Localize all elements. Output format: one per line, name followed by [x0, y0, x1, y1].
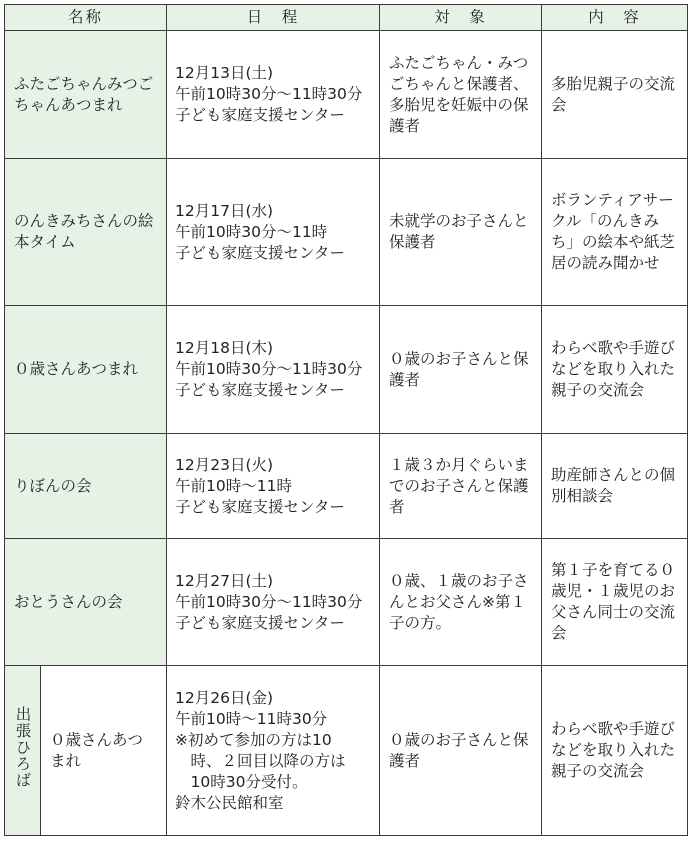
header-content: 内 容: [542, 5, 688, 31]
event-content: 第１子を育てる０歳児・１歳児のお父さん同士の交流会: [542, 539, 688, 666]
event-place: 子ども家庭支援センター: [175, 381, 345, 399]
header-target: 対 象: [380, 5, 542, 31]
event-date: 12月13日(土): [175, 64, 274, 82]
event-schedule-cell: [167, 306, 380, 434]
table-row: [5, 434, 688, 539]
event-target: ０歳のお子さんと保護者: [380, 306, 542, 434]
event-target: ０歳のお子さんと保護者: [380, 666, 542, 836]
event-target: ０歳、１歳のお子さんとお父さん※第１子の方。: [380, 539, 542, 666]
event-content: 助産師さんとの個別相談会: [542, 434, 688, 539]
event-time: 午前10時30分～11時: [175, 222, 328, 241]
event-date: 12月26日(金): [175, 688, 274, 707]
event-name: のんきみちさんの絵本タイム: [5, 159, 167, 306]
event-content: 多胎児親子の交流会: [542, 31, 688, 159]
event-place: 子ども家庭支援センター: [175, 497, 345, 516]
event-content: わらべ歌や手遊びなどを取り入れた親子の交流会: [542, 666, 688, 836]
event-date: 12月23日(火): [175, 455, 274, 474]
event-name: ふたごちゃんみつごちゃんあつまれ: [5, 31, 167, 159]
event-schedule: [4, 4, 688, 836]
table-row: [5, 539, 688, 666]
table-row: [5, 159, 688, 306]
event-time: 午前10時30分～11時30分: [175, 85, 363, 103]
event-name: りぼんの会: [5, 434, 167, 539]
event-target: ふたごちゃん・みつごちゃんと保護者、多胎児を妊娠中の保護者: [380, 31, 542, 159]
event-time: 午前10時30分～11時30分: [175, 592, 363, 611]
event-target: １歳３か月ぐらいまでのお子さんと保護者: [380, 434, 542, 539]
event-time: 午前10時30分～11時30分: [175, 360, 363, 378]
outreach-label-text: 出張ひろば: [13, 706, 32, 789]
event-place: 鈴木公民館和室: [175, 793, 284, 812]
event-name: おとうさんの会: [5, 539, 167, 666]
event-schedule-cell: [167, 666, 380, 836]
event-note: 時、２回目以降の方は: [190, 751, 346, 770]
table-row: [5, 31, 688, 159]
event-place: 子ども家庭支援センター: [175, 613, 345, 632]
event-note: 10時30分受付。: [190, 772, 308, 791]
event-name: ０歳さんあつまれ: [5, 306, 167, 434]
table-row: [5, 306, 688, 434]
header-row: [5, 5, 688, 31]
event-date: 12月27日(土): [175, 571, 274, 590]
event-target: 未就学のお子さんと保護者: [380, 159, 542, 306]
event-table: [4, 4, 688, 836]
event-content: ボランティアサークル「のんきみち」の絵本や紙芝居の読み聞かせ: [542, 159, 688, 306]
event-schedule-cell: [167, 31, 380, 159]
event-place: 子ども家庭支援センター: [175, 243, 345, 262]
event-time: 午前10時～11時30分: [175, 709, 328, 728]
event-schedule-cell: [167, 539, 380, 666]
table-row-outreach: [5, 666, 688, 836]
outreach-label: [5, 666, 41, 836]
event-note: ※初めて参加の方は10: [175, 730, 332, 749]
event-place: 子ども家庭支援センター: [175, 106, 345, 124]
event-date: 12月18日(木): [175, 339, 274, 357]
event-content: わらべ歌や手遊びなどを取り入れた親子の交流会: [542, 306, 688, 434]
header-name: 名称: [5, 5, 167, 31]
event-name: ０歳さんあつまれ: [41, 666, 167, 836]
event-schedule-cell: [167, 434, 380, 539]
event-schedule-cell: [167, 159, 380, 306]
event-date: 12月17日(水): [175, 201, 274, 220]
event-time: 午前10時～11時: [175, 476, 292, 495]
header-schedule: 日 程: [167, 5, 380, 31]
